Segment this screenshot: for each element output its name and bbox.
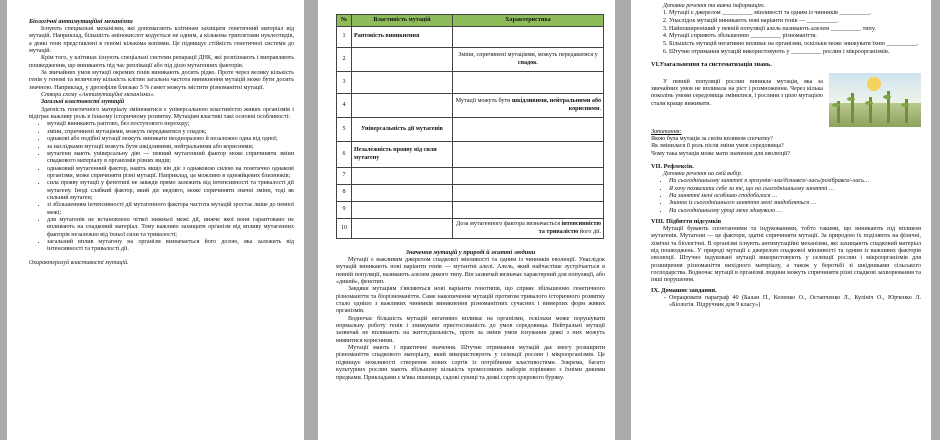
property-cell: Незалежність прояву від сили мутагену xyxy=(352,142,453,168)
property-cell xyxy=(352,219,453,239)
sun-icon xyxy=(867,77,881,91)
list-item: • На сьогоднішньому занятті я зрозумів/-зла/дізнався/-лась/розібрався/-лась… xyxy=(669,178,921,185)
row-number: 7 xyxy=(337,168,352,185)
list-item: • зміни, спричинені мутаціями, можуть передаватися у спадок; xyxy=(47,129,294,136)
list-item: 6. Штучне отримання мутацій використовують у __________ рослин і мікроорганізмів. xyxy=(669,49,921,57)
characteristic-cell xyxy=(453,118,604,142)
table-row xyxy=(337,185,604,202)
table-row xyxy=(337,202,604,219)
row-number: 5 xyxy=(337,118,352,142)
list-item: • На сьогоднішньому уроці мене здивувало … xyxy=(669,208,921,215)
questions-label: Запитання: xyxy=(651,128,682,135)
row-number: 8 xyxy=(337,185,352,202)
reflection-intro: Доповни речення на свій вибір. xyxy=(663,170,743,177)
row-number: 6 xyxy=(337,142,352,168)
paragraph: Здатність генетичного матеріалу змінюватися є універсальною властивістю живих організмів і відіграє важливу роль в їхньому історичному розвитку. Мутаціям властиві такі основні особливості: xyxy=(29,106,294,121)
heading-significance: Значення мутацій у природі й житті людини xyxy=(405,249,536,256)
row-number: 2 xyxy=(337,48,352,72)
leaf-icon xyxy=(847,97,855,101)
list-item: - Опрацювати параграф 40 (Балан П., Коленко О., Остапченко Л., Кулініч О., Юрченко Л. «Біологія. Підручник для 9 класу») xyxy=(669,295,921,310)
leaf-icon xyxy=(883,95,891,99)
list-item: • однакові або подібні мутації можуть виникати неодноразово й незалежно одна від одної; xyxy=(47,136,294,143)
section-heading: VI.Узагальнення та систематизація знань. xyxy=(651,60,772,68)
table-row xyxy=(337,27,604,48)
list-item: 5. Більшість мутацій негативно впливає на організми, оскільки може знижувати їхню __________. xyxy=(669,41,921,49)
paragraph: Водночас більшість мутацій негативно впливає на організми, оскільки може порушувати нормальну роботу генів і знижувати пристосованість до умов середовища. Нейтральні мутації зазвичай не впливають на життєдіяльність, проте за зміни умов існування деякі з них можуть виявитися корисними. xyxy=(336,315,605,344)
list-item: • за наслідками мутації можуть бути шкідливими, нейтральними або корисними; xyxy=(47,144,294,151)
document-page-3 xyxy=(631,0,931,440)
property-cell xyxy=(352,185,453,202)
characteristic-cell xyxy=(453,185,604,202)
question: Чому така мутація може мати значення для еволюції? xyxy=(651,150,791,157)
paragraph: Мутації мають і практичне значення. Штучне отримання мутацій дає змогу розширити різноманіття спадкового матеріалу, який використовують у селекції рослин і мікроорганізмів. Це підвищує можливості створення нових сортів із потрібними властивостями. Зокрема, багато культурних рослин мають збільшену кількість хромосомних наборів порівняно з їхніми дикими предками. Прикладами є м'яка пшениця, садові суниці та деякі сорти цукрового буряку. xyxy=(336,345,605,381)
column-header: Характеристика xyxy=(453,15,604,27)
leaf-icon xyxy=(832,103,840,107)
property-cell xyxy=(352,72,453,94)
list-item: • для мутагенів не встановлено чіткої нижньої межі дії, нижче якої вони гарантовано не впливають на спадковий матеріал. Тому важливо захищати організм від впливу мутагенних факторів незалежно від їхньої сили та тривалості; xyxy=(47,217,294,239)
properties-list xyxy=(35,121,294,253)
row-number: 10 xyxy=(337,219,352,239)
list-item: 4. Мутації сприяють збільшенню __________ різноманіття. xyxy=(669,33,921,41)
list-item: • зі збільшенням інтенсивності дії мутагенного фактора частота мутацій зростає лише до певної межі; xyxy=(47,202,294,217)
row-number: 9 xyxy=(337,202,352,219)
property-cell xyxy=(352,202,453,219)
table-row xyxy=(337,48,604,72)
column-header: Властивість мутацій xyxy=(352,15,453,27)
mutation-properties-table xyxy=(336,14,604,239)
question: Як змінилася її роль після зміни умов середовища? xyxy=(651,143,784,150)
table-header-row xyxy=(337,15,604,27)
table-row xyxy=(337,168,604,185)
list-item: • На занятті мені особливо сподобалося … xyxy=(669,193,921,200)
characteristic-cell: Мутації можуть бути шкідливими, нейтральними або корисними. xyxy=(453,94,604,118)
table-row xyxy=(337,72,604,94)
paragraph: Крім того, у клітинах існують спеціальні системи репарації ДНК, які розпізнають і виправляють пошкодження, що виникають під час реплікації або під дією мутагенних факторів. xyxy=(29,55,294,69)
property-cell xyxy=(352,168,453,185)
section-heading: VIII. Підбиття підсумків xyxy=(651,218,722,225)
fill-in-list xyxy=(651,10,921,56)
leaf-icon xyxy=(865,101,873,105)
list-item: • загальний вплив мутагену на організм визначається його дозою, яка залежить від інтенсивності та тривалості дії. xyxy=(47,239,294,254)
section-heading: VII. Рефлексія. xyxy=(651,162,694,170)
section-heading: IX. Домашнє завдання. xyxy=(651,286,717,294)
table-row xyxy=(337,142,604,168)
list-item: • сила прояву мутації у фенотипі не завжди прямо залежить від інтенсивності та тривалості дії мутагену. Іноді слабкий фактор, який діє недовго, може спричиняти значні зміни, тоді як сильний мутаген; xyxy=(47,180,294,202)
plants-illustration xyxy=(829,73,921,127)
paragraph: Мутації є важливим джерелом спадкової мінливості та одним із чинників еволюції. Унаслідок мутацій виникають нові варіанти генів — мутантні алелі. Алель, який найчастіше зустрічається в певній популяції, називають алелем дикого типу. Він зазвичай визначає характерний для популяції, або «дикий», фенотип. xyxy=(336,257,605,286)
property-cell xyxy=(352,48,453,72)
paragraph: За звичайних умов мутації окремих генів виникають досить рідко. Проте через велику кількість генів у геномі та величезну кількість клітин загальна частота виникнення мутацій може бути досить значною. Наприклад, у дрозофіли близько 5 % гамет можуть містити різноманітні мутації. xyxy=(29,70,294,91)
list-item: • мутагени мають універсальну дію — певний мутагенний фактор може спричиняти зміни спадкового матеріалу в організмів різних видів; xyxy=(47,151,294,166)
row-number: 1 xyxy=(337,27,352,48)
table-row xyxy=(337,94,604,118)
list-item: • Я хочу похвалити себе за те, що на сьогоднішньому занятті … xyxy=(669,186,921,193)
property-cell xyxy=(352,94,453,118)
column-header: № xyxy=(337,15,352,27)
property-cell: Раптовість виникнення xyxy=(352,27,453,48)
summary-text: Мутації бувають спонтанними та індукованими, тобто такими, що виникають під впливом мутагенів. Мутагени — це фактори, здатні спричиняти мутації. За природою їх поділяють на фізичні, хімічні та біологічні. В організмі існують антимутаційні механізми, які захищають спадковий матеріал від пошкоджень. У природі мутації є джерелом спадкової мінливості та одним із важливих факторів еволюції. Штучно індуковані мутації використовують у селекції рослин і мікроорганізмів для розширення різноманіття вихідного матеріалу, а також у боротьбі зі шкідниками сільського господарства. Водночас мутації в організмі людини можуть спричиняти різні спадкові захворювання та інші порушення. xyxy=(651,226,921,284)
task-line: Охарактеризуй властивості мутацій. xyxy=(29,259,129,266)
task-line: Створи схему «Антимутаційні механізми». xyxy=(41,92,155,99)
characteristic-cell xyxy=(453,142,604,168)
document-page-1 xyxy=(7,0,304,440)
characteristic-cell: Зміни, спричинені мутаціями, можуть передаватися у спадок. xyxy=(453,48,604,72)
characteristic-cell xyxy=(453,72,604,94)
table-row xyxy=(337,118,604,142)
characteristic-cell xyxy=(453,168,604,185)
list-item: 3. Найпоширеніший у певній популяції алель називають алелем __________ типу. xyxy=(669,26,921,34)
heading-antimutation: Біологічні антимутаційні механізми xyxy=(29,18,133,25)
list-item: • однаковий мутагенний фактор, навіть якщо він діє з однаковою силою на генетично однакові організми, може спричиняти різні мутації. Наприклад, це можливо в однояйцевих близнюків; xyxy=(47,166,294,181)
paragraph: Існують специальні механізми, які допомагають клітинам захищати генетичний матеріал від мутацій. Наприклад, більшість амінокислот кодується не одним, а кількома триплетами нуклеотидів, а деякі гени представлені в геномі кількома копіями. Це підвищує стійкість генетичної системи до мутацій. xyxy=(29,26,294,55)
characteristic-cell: Доза мутагенного фактора визначається інтенсивністю та тривалістю його дії. xyxy=(453,219,604,239)
row-number: 4 xyxy=(337,94,352,118)
document-page-2 xyxy=(318,0,615,440)
list-item: • мутації виникають раптово, без поступового переходу; xyxy=(47,121,294,128)
heading-properties: Загальні властивості мутацій xyxy=(41,99,125,106)
list-item: 2. Унаслідок мутацій виникають нові варіанти генів — __________. xyxy=(669,18,921,26)
list-item: • Знання із сьогоднішнього заняття мені знадобляться … xyxy=(669,200,921,207)
homework-list xyxy=(657,295,921,310)
reflection-list xyxy=(657,178,921,215)
exercise-intro: Доповни речення та вивчи інформацію. xyxy=(663,3,766,9)
leaf-icon xyxy=(901,103,909,107)
scenario-text: У певній популяції рослин виникла мутація, яка за звичайних умов не впливала на ріст і розмноження. Через кілька поколінь умови середовища змінилися, і рослини з цією мутацією стали краще виживати. xyxy=(651,78,823,107)
list-item: 1. Мутації є джерелом __________ мінливості та одним із чинників __________. xyxy=(669,10,921,18)
row-number: 3 xyxy=(337,72,352,94)
characteristic-cell xyxy=(453,27,604,48)
question: Якою була мутація за своїм впливом спочатку? xyxy=(651,135,774,142)
paragraph: Завдяки мутаціям з'являються нові варіанти генотипів, що сприяє збільшенню генетичного різноманіття та біорізноманіття. Саме накопичення мутацій протягом тривалого історичного розвитку стало однією з важливих чинників виникнення різноманітних сучасних і вимерлих форм живих організмів. xyxy=(336,286,605,315)
characteristic-cell xyxy=(453,202,604,219)
table-row xyxy=(337,219,604,239)
property-cell: Універсальність дії мутагенів xyxy=(352,118,453,142)
